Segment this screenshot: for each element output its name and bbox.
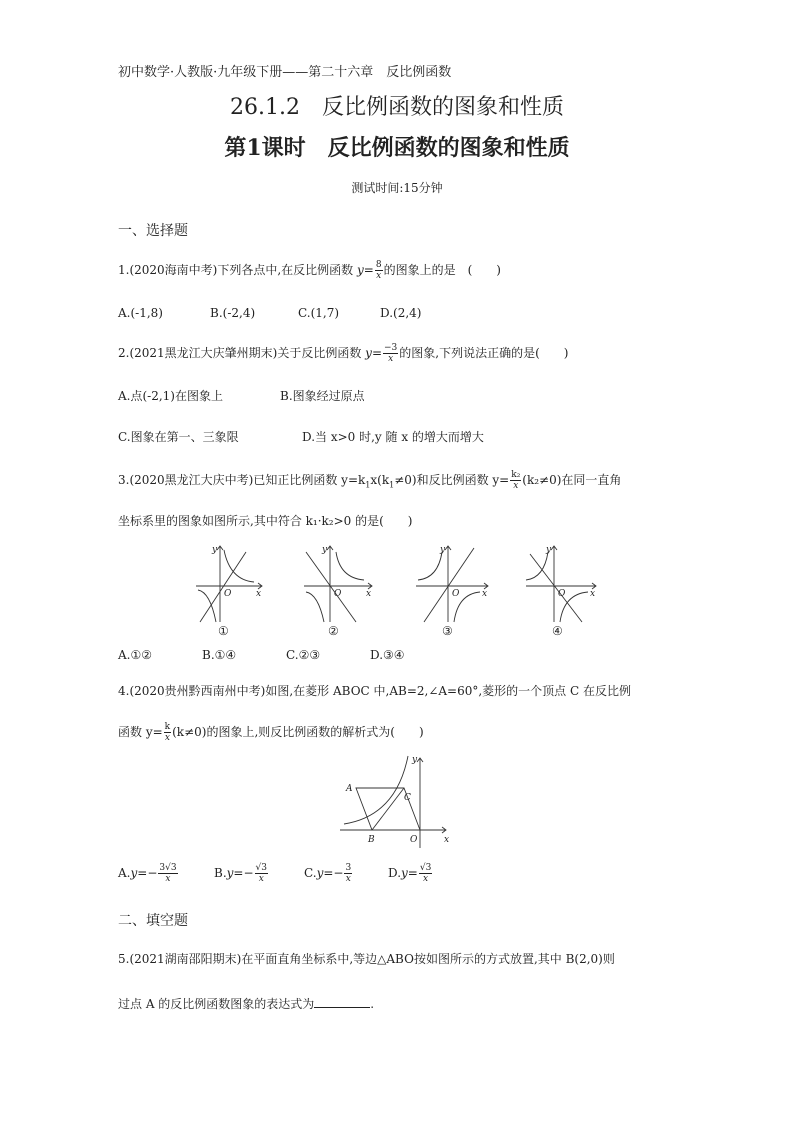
hyperbola-branch xyxy=(526,552,548,580)
option-d[interactable]: D.③④ xyxy=(370,648,405,662)
question-5-line-1: 5.(2021湖南邵阳期末)在平面直角坐标系中,等边△ABO按如图所示的方式放置,其中 B(2,0)则 xyxy=(118,952,615,966)
option-b[interactable]: B.图象经过原点 xyxy=(280,389,365,403)
option-b[interactable]: B.①④ xyxy=(202,648,237,662)
line xyxy=(530,554,582,622)
svg-text:y: y xyxy=(440,545,446,555)
svg-text:B: B xyxy=(368,835,375,845)
question-3-line-1: 3.(2020黑龙江大庆中考)已知正比例函数 $y=k_1x(k_1\ne 0)$和反比例函数 y= $\frac{\text{k₂}}{x}$ (k₂≠0)在同一直角 xyxy=(118,470,622,491)
option-c[interactable]: C.②③ xyxy=(286,648,321,662)
svg-text:y: y xyxy=(412,755,418,765)
question-5-line-2: 过点 A 的反比例函数图象的表达式为 . xyxy=(118,997,375,1011)
diagonal xyxy=(372,788,404,830)
graph-label: ③ xyxy=(442,624,453,638)
svg-text:x: x xyxy=(590,589,596,599)
hyperbola-branch xyxy=(198,590,216,622)
question-1: 1.(2020海南中考)下列各点中,在反比例函数 y= $\frac{8}{x}$ 的图象上的是 ( ) xyxy=(118,260,501,281)
question-4-line-1: 4.(2020贵州黔西南州中考)如图,在菱形 ABOC 中,AB=2,∠A=60°,菱形的一个顶点 C 在反比例 xyxy=(118,684,631,698)
hyperbola-branch xyxy=(306,592,324,622)
section-choice-heading: 一、选择题 xyxy=(118,223,188,239)
hyperbola-branch xyxy=(224,550,254,582)
graph-label: ① xyxy=(218,624,229,638)
graph-2 xyxy=(304,546,372,622)
option-a[interactable]: A.点(-2,1)在图象上 xyxy=(118,389,223,403)
svg-text:O: O xyxy=(452,589,460,599)
svg-text:O: O xyxy=(334,589,342,599)
question-3-line-2: 坐标系里的图象如图所示,其中符合 k₁·k₂>0 的是( ) xyxy=(118,514,413,528)
option-c[interactable]: C.图象在第一、三象限 xyxy=(118,430,239,444)
graph-label: ② xyxy=(328,624,339,638)
svg-text:A: A xyxy=(346,784,353,794)
hyperbola-curve xyxy=(344,756,408,824)
q3-graphs xyxy=(190,542,610,638)
fraction: $\frac{-3}{x}$ xyxy=(384,343,398,364)
svg-text:O: O xyxy=(224,589,232,599)
svg-text:x: x xyxy=(256,589,262,599)
question-4-line-2: 函数 y= $\frac{k}{x}$ (k≠0)的图象上,则反比例函数的解析式为( ) xyxy=(118,722,424,743)
test-time: 测试时间:15分钟 xyxy=(351,181,443,195)
section-fill-heading: 二、填空题 xyxy=(118,913,188,929)
option-c[interactable]: C.(1,7) xyxy=(298,306,340,320)
option-c[interactable]: C.y=− $\frac{3}{x}$ xyxy=(304,863,352,884)
graph-1 xyxy=(196,546,262,622)
page-header: 初中数学·人教版·九年级下册——第二十六章 反比例函数 xyxy=(118,65,452,80)
option-b[interactable]: B.y=− $\frac{√3}{x}$ xyxy=(214,863,267,884)
q4-figure xyxy=(336,754,456,850)
svg-text:x: x xyxy=(444,835,450,845)
svg-text:O: O xyxy=(558,589,566,599)
section-title: 26.1.2 反比例函数的图象和性质 xyxy=(230,95,564,120)
question-2: 2.(2021黑龙江大庆肇州期末)关于反比例函数 y= $\frac{-3}{x}$ 的图象,下列说法正确的是( ) xyxy=(118,343,569,364)
svg-text:O: O xyxy=(410,835,418,845)
line xyxy=(200,552,246,622)
graph-label: ④ xyxy=(552,624,563,638)
answer-blank[interactable] xyxy=(314,996,370,1008)
svg-text:x: x xyxy=(366,589,372,599)
lesson-title: 第1课时 反比例函数的图象和性质 xyxy=(224,135,570,161)
hyperbola-branch xyxy=(336,552,364,580)
svg-text:y: y xyxy=(546,545,552,555)
svg-text:y: y xyxy=(322,545,328,555)
graph-3 xyxy=(416,546,488,622)
fraction: $\frac{\text{k₂}}{x}$ xyxy=(511,470,521,491)
option-b[interactable]: B.(-2,4) xyxy=(210,306,256,320)
svg-text:C: C xyxy=(404,793,411,803)
hyperbola-branch xyxy=(418,552,442,580)
option-d[interactable]: D.当 x>0 时,y 随 x 的增大而增大 xyxy=(302,430,484,444)
line xyxy=(424,548,474,622)
option-a[interactable]: A.(-1,8) xyxy=(118,306,163,320)
line xyxy=(306,552,356,622)
svg-text:y: y xyxy=(212,545,218,555)
fraction: $\frac{k}{x}$ xyxy=(164,722,171,743)
option-d[interactable]: D.(2,4) xyxy=(380,306,422,320)
option-d[interactable]: D.y= $\frac{√3}{x}$ xyxy=(388,863,432,884)
svg-text:x: x xyxy=(482,589,488,599)
option-a[interactable]: A.①② xyxy=(118,648,152,662)
fraction: $\frac{8}{x}$ xyxy=(375,260,382,281)
graph-4 xyxy=(526,546,596,622)
option-a[interactable]: A.y=− $\frac{3√3}{x}$ xyxy=(118,863,177,884)
